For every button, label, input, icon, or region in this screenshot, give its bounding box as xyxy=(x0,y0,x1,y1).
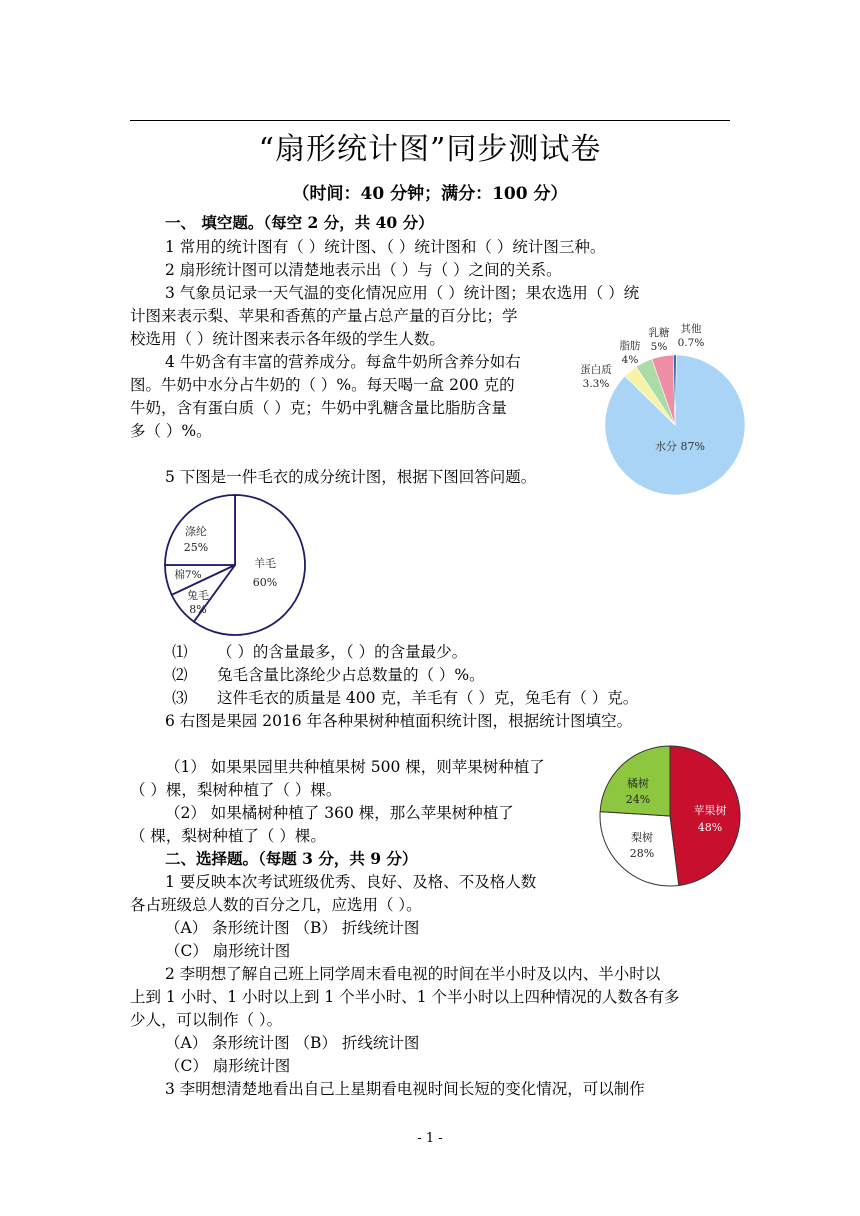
orchard-value-orange: 24% xyxy=(625,793,651,806)
orchard-label-apple: 苹果树 xyxy=(693,804,727,817)
sweater-value-0: 60% xyxy=(252,576,278,589)
page-subtitle: （时间：40 分钟；满分：100 分） xyxy=(292,184,568,204)
sweater-value-1: 8% xyxy=(189,603,207,616)
question-3-line3: 校选用（ ）统计图来表示各年级的学生人数。 xyxy=(130,330,445,348)
q5-sub1: （ ）的含量最多，（ ）的含量最少。 xyxy=(217,643,468,661)
section2-heading: 二、选择题。（每题 3 分，共 9 分） xyxy=(165,849,418,868)
sweater-label-3: 涤纶 xyxy=(185,525,207,538)
choice-1-line2: 各占班级总人数的百分之几，应选用（ ）。 xyxy=(130,896,422,914)
question-4-line3: 牛奶，含有蛋白质（ ）克；牛奶中乳糖含量比脂肪含量 xyxy=(130,399,507,417)
page-title: “扇形统计图”同步测试卷 xyxy=(258,132,602,167)
sweater-value-3: 25% xyxy=(183,541,209,554)
q6-sub1-line1: （1） 如果果园里共种植果树 500 棵，则苹果树种植了 xyxy=(165,758,545,776)
milk-label-lactose: 乳糖 xyxy=(648,327,670,339)
milk-value-lactose: 5% xyxy=(650,341,668,353)
question-6: 6 右图是果园 2016 年各种果树种植面积统计图，根据统计图填空。 xyxy=(165,712,633,730)
milk-label-other: 其他 xyxy=(680,323,702,335)
q5-sub2: 兔毛含量比涤纶少占总数量的（ ）%。 xyxy=(217,666,485,684)
orchard-trees-pie-chart xyxy=(592,744,742,888)
milk-value-other: 0.7% xyxy=(677,337,705,349)
sweater-label-1: 兔毛 xyxy=(187,589,209,602)
choice-2-line3: 少人，可以制作（ ）。 xyxy=(130,1011,283,1029)
q5-sub2-number: ⑵ xyxy=(172,666,188,684)
question-2: 2 扇形统计图可以清楚地表示出（ ）与（ ）之间的关系。 xyxy=(165,261,562,279)
orchard-label-orange: 橘树 xyxy=(627,777,649,790)
milk-label-water: 水分 87% xyxy=(655,440,705,453)
question-4-line4: 多（ ）%。 xyxy=(130,422,212,440)
milk-value-fat: 4% xyxy=(621,354,639,366)
question-3-line2: 计图来表示梨、苹果和香蕉的产量占总产量的百分比；学 xyxy=(130,307,518,325)
q5-sub1-number: ⑴ xyxy=(172,643,188,661)
sweater-composition-pie-chart xyxy=(160,490,310,640)
choice-2-options-ab: （A） 条形统计图 （B） 折线统计图 xyxy=(165,1034,420,1052)
page-number: - 1 - xyxy=(417,1131,443,1146)
q6-sub2-line1: （2） 如果橘树种植了 360 棵，那么苹果树种植了 xyxy=(165,804,514,822)
header-rule xyxy=(130,120,730,121)
section1-heading: 一、 填空题。（每空 2 分，共 40 分） xyxy=(165,213,434,232)
milk-value-protein: 3.3% xyxy=(582,378,610,390)
choice-2-option-c: （C） 扇形统计图 xyxy=(165,1057,291,1075)
orchard-label-pear: 梨树 xyxy=(631,831,653,844)
milk-label-fat: 脂肪 xyxy=(619,340,641,352)
choice-1-option-c: （C） 扇形统计图 xyxy=(165,942,291,960)
choice-3-line1: 3 李明想清楚地看出自己上星期看电视时间长短的变化情况，可以制作 xyxy=(165,1080,645,1098)
choice-2-line2: 上到 1 小时、1 小时以上到 1 个半小时、1 个半小时以上四种情况的人数各有多 xyxy=(130,988,680,1006)
question-4-line2: 图。牛奶中水分占牛奶的（ ）%。每天喝一盒 200 克的 xyxy=(130,376,515,394)
sweater-label-2: 棉7% xyxy=(174,569,202,581)
question-4-line1: 4 牛奶含有丰富的营养成分。每盒牛奶所含养分如右 xyxy=(165,353,521,371)
q5-sub3: 这件毛衣的质量是 400 克，羊毛有（ ）克，兔毛有（ ）克。 xyxy=(217,689,639,707)
q6-sub1-line2: （ ）棵，梨树种植了（ ）棵。 xyxy=(130,781,342,799)
orchard-value-apple: 48% xyxy=(697,821,723,834)
sweater-label-0: 羊毛 xyxy=(254,557,276,570)
question-5: 5 下图是一件毛衣的成分统计图，根据下图回答问题。 xyxy=(165,468,537,486)
q5-sub3-number: ⑶ xyxy=(172,689,188,707)
question-3-line1: 3 气象员记录一天气温的变化情况应用（ ）统计图；果农选用（ ）统 xyxy=(165,284,640,302)
q6-sub2-line2: （ 棵，梨树种植了（ ）棵。 xyxy=(130,827,326,845)
choice-1-line1: 1 要反映本次考试班级优秀、良好、及格、不及格人数 xyxy=(165,873,537,891)
choice-1-options-ab: （A） 条形统计图 （B） 折线统计图 xyxy=(165,919,420,937)
milk-nutrition-pie-chart xyxy=(572,318,752,503)
orchard-value-pear: 28% xyxy=(629,847,655,860)
choice-2-line1: 2 李明想了解自己班上同学周末看电视的时间在半小时及以内、半小时以 xyxy=(165,965,661,983)
question-1: 1 常用的统计图有（ ）统计图、（ ）统计图和（ ）统计图三种。 xyxy=(165,238,606,256)
milk-label-protein: 蛋白质 xyxy=(580,364,612,376)
